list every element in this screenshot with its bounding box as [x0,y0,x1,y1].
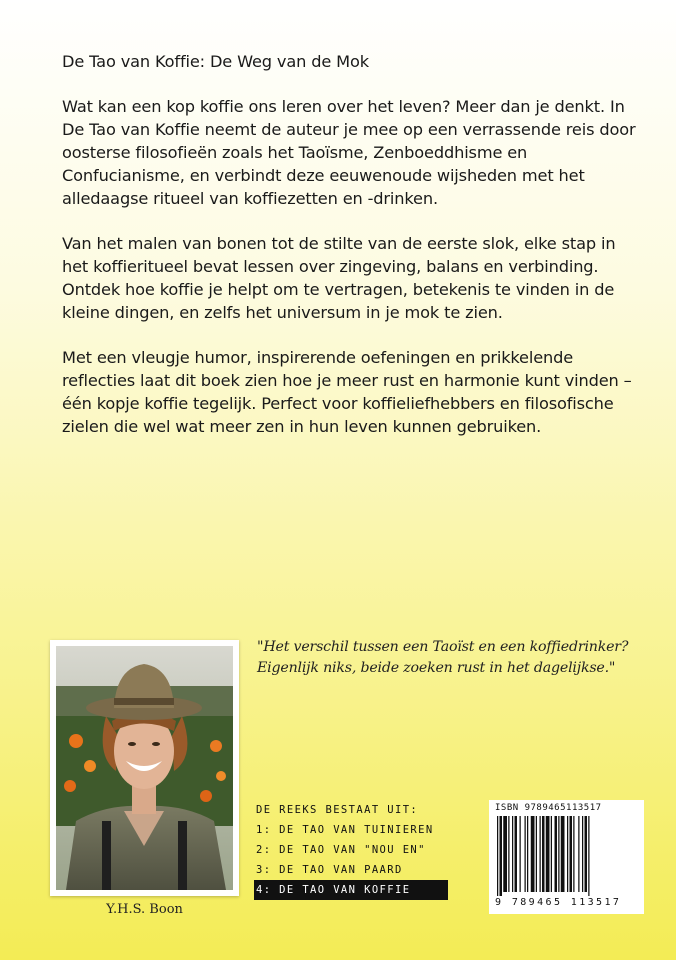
isbn-digits: 9 789465 113517 [495,897,622,908]
series-item-4-current: 4: DE TAO VAN KOFFIE [254,880,448,900]
series-heading: DE REEKS BESTAAT UIT: [256,804,419,816]
series-item-1: 1: DE TAO VAN TUINIEREN [256,824,434,836]
quote-line-1: "Het verschil tussen een Taoïst en een koffiedrinker? [257,639,629,655]
blurb-paragraph-3: Met een vleugje humor, inspirerende oefeningen en prikkelende reflecties laat dit boek zien hoe je meer rust en harmonie kunt vinden – één kopje koffie tegelijk. Perfect voor koffieliefhebbers en filosofische zielen die wel wat meer zen in hun leven kunnen gebruiken. [62,348,632,436]
back-cover-blurb [62,50,642,460]
author-name: Y.H.S. Boon [106,902,183,917]
blurb-paragraph-2: Van het malen van bonen tot de stilte van de eerste slok, elke stap in het koffieritueel bevat lessen over zingeving, balans en verbinding. Ontdek hoe koffie je helpt om te vertragen, betekenis te vinden in de kleine dingen, en zelfs het universum in je mok te zien. [62,234,616,322]
author-photo-frame [50,640,239,896]
isbn-barcode [489,800,644,914]
blurb-paragraph-1: Wat kan een kop koffie ons leren over het leven? Meer dan je denkt. In De Tao van Koffie neemt de auteur je mee op een verrassende reis door oosterse filosofieën zoals het Taoïsme, Zenboeddhisme en Confucianisme, en verbindt deze eeuwenoude wijsheden met het alledaagse ritueel van koffiezetten en -drinken. [62,97,636,208]
series-list [254,800,479,900]
series-item-3: 3: DE TAO VAN PAARD [256,864,403,876]
quote-line-2: Eigenlijk niks, beide zoeken rust in het dagelijkse." [257,660,616,676]
isbn-label: ISBN 9789465113517 [495,803,602,813]
book-title: De Tao van Koffie: De Weg van de Mok [62,52,369,71]
series-item-2: 2: DE TAO VAN "NOU EN" [256,844,426,856]
barcode-bars [497,816,637,896]
author-quote [257,637,667,679]
author-photo [56,646,233,890]
